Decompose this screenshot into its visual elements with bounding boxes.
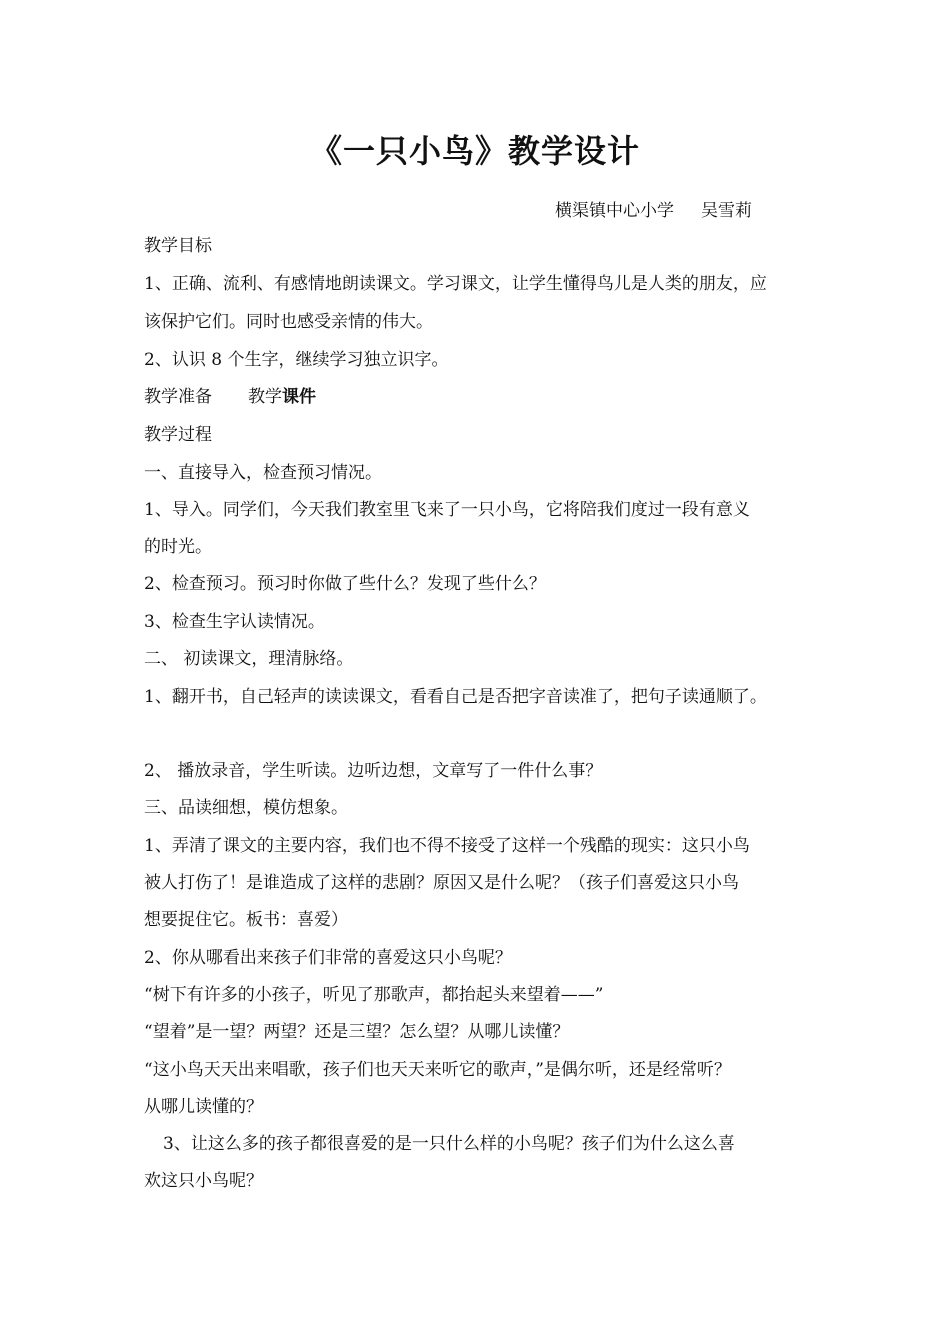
quote-line: “这小鸟天天出来唱歌，孩子们也天天来听它的歌声，”是偶尔听，还是经常听？ <box>144 1060 731 1080</box>
quote-line: “望着”是一望？两望？还是三望？怎么望？从哪儿读懂？ <box>144 1022 570 1042</box>
heading-teaching-goals: 教学目标 <box>144 236 212 256</box>
paragraph-line: 的时光。 <box>144 537 212 557</box>
document-title: 《一只小鸟》教学设计 <box>309 132 640 170</box>
paragraph-line: 欢这只小鸟呢？ <box>144 1171 263 1191</box>
section-heading: 一、直接导入，检查预习情况。 <box>144 463 382 483</box>
teaching-prep-label: 教学准备 <box>144 387 212 407</box>
paragraph-line: 2、你从哪看出来孩子们非常的喜爱这只小鸟呢？ <box>144 948 512 968</box>
paragraph-line: 2、 播放录音，学生听读。边听边想，文章写了一件什么事？ <box>144 761 603 781</box>
heading-teaching-process: 教学过程 <box>144 425 212 445</box>
paragraph-line: 1、导入。同学们，今天我们教室里飞来了一只小鸟，它将陪我们度过一段有意义 <box>144 500 750 520</box>
paragraph-line: 2、认识 8 个生字，继续学习独立识字。 <box>144 350 449 370</box>
paragraph-line: 3、让这么多的孩子都很喜爱的是一只什么样的小鸟呢？孩子们为什么这么喜 <box>163 1134 735 1154</box>
paragraph-line: 2、检查预习。预习时你做了些什么？发现了些什么？ <box>144 574 546 594</box>
paragraph-line: 3、检查生字认读情况。 <box>144 612 325 632</box>
paragraph-line: 1、正确、流利、有感情地朗读课文。学习课文，让学生懂得鸟儿是人类的朋友，应 <box>144 274 767 294</box>
teaching-prep-value-bold: 课件 <box>282 387 316 407</box>
paragraph-line: 1、弄清了课文的主要内容，我们也不得不接受了这样一个残酷的现实：这只小鸟 <box>144 836 750 856</box>
paragraph-line: 该保护它们。同时也感受亲情的伟大。 <box>144 312 433 332</box>
quote-line: “树下有许多的小孩子，听见了那歌声，都抬起头来望着——” <box>144 985 604 1005</box>
paragraph-line: 被人打伤了！是谁造成了这样的悲剧？原因又是什么呢？（孩子们喜爱这只小鸟 <box>144 873 739 893</box>
section-heading: 二、 初读课文，理清脉络。 <box>144 649 354 669</box>
paragraph-line: 从哪儿读懂的？ <box>144 1097 263 1117</box>
teaching-prep-value: 教学 <box>248 387 282 407</box>
teaching-prep-line <box>144 384 316 410</box>
author-line: 横渠镇中心小学 吴雪莉 <box>555 201 753 221</box>
section-heading: 三、品读细想，模仿想象。 <box>144 798 348 818</box>
paragraph-line: 想要捉住它。板书：喜爱） <box>144 910 348 930</box>
paragraph-line: 1、翻开书，自己轻声的读读课文，看看自己是否把字音读准了，把句子读通顺了。 <box>144 687 767 707</box>
